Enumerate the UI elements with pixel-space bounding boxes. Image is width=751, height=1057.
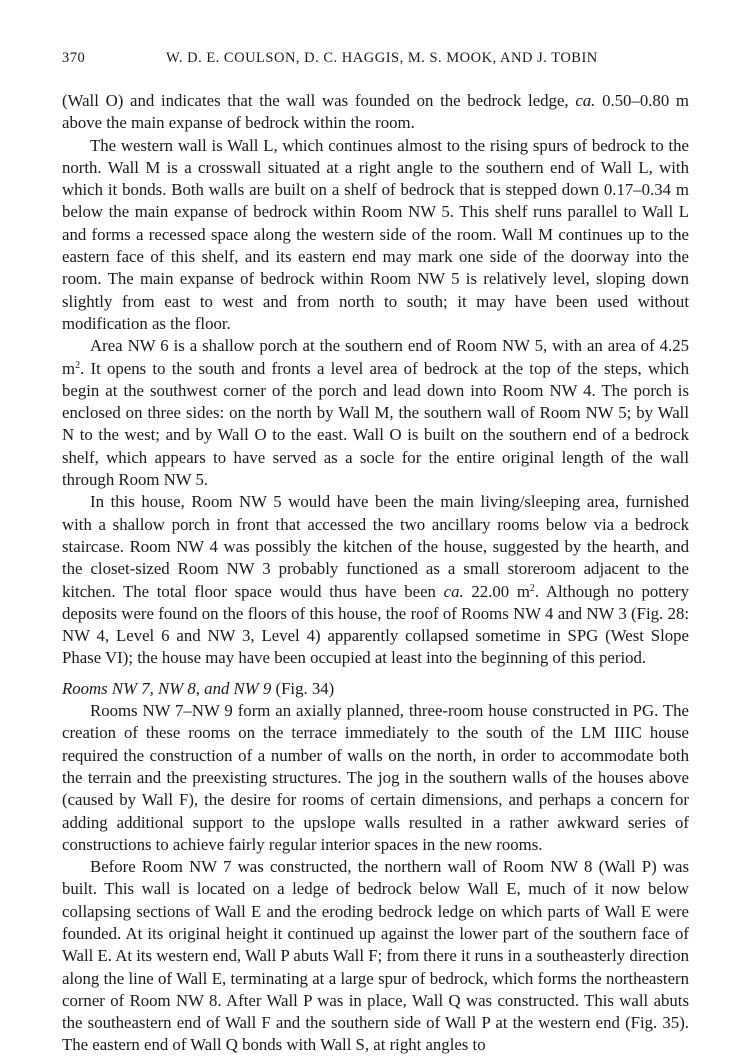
text-run: . Although no pottery deposits were found on the floors of this house, the roof of Rooms NW 4 and NW 3 (Fig. 28: NW 4, Level 6 and NW 3, Level 4) apparently collapsed sometime in SPG (West Slope Phase VI); the house may have been occupied at least into the beginning of this period.: [62, 581, 689, 668]
page-number: 370: [62, 50, 86, 66]
text-run: In this house, Room NW 5 would have been the main living/sleeping area, furnished with a shallow porch in front that accessed the two ancillary rooms below via a bedrock staircase. Room NW 4 was possibly the kitchen of the house, suggested by the hearth, and the closet-sized Room NW 3 probably functioned as a small storeroom adjacent to the kitchen. The total floor space would thus have been: [62, 492, 689, 601]
text-run: 22.00 m: [463, 581, 530, 601]
section-heading: [62, 678, 689, 700]
text-run: . It opens to the south and fronts a level area of bedrock at the top of the steps, which begin at the southwest corner of the porch and lead down into Room NW 4. The porch is enclosed on three sides: on the north by Wall M, the southern wall of Room NW 5; by Wall N to the west; and by Wall O to the east. Wall O is built on the southern end of a bedrock shelf, which appears to have served as a socle for the entire original length of the wall through Room NW 5.: [62, 358, 689, 490]
text-run: (Fig. 34): [271, 678, 335, 698]
paragraph: [62, 491, 689, 669]
text-run: Rooms NW 7–NW 9 form an axially planned, three-room house constructed in PG. The creation of these rooms on the terrace immediately to the south of the LM IIIC house required the construction of a number of walls on the north, in order to accommodate both the terrain and the preexisting structures. The jog in the southern walls of the houses above (caused by Wall F), the desire for rooms of certain dimensions, and perhaps a concern for adding additional support to the upslope walls resulted in a rather awkward series of constructions to achieve fairly regular interior spaces in the new rooms.: [62, 701, 689, 854]
text-run: Before Room NW 7 was constructed, the northern wall of Room NW 8 (Wall P) was built. This wall is located on a ledge of bedrock below Wall E, much of it now below collapsing sections of Wall E and the eroding bedrock ledge on which parts of Wall E were founded. At its original height it continued up against the lower part of the southern face of Wall E. At its western end, Wall P abuts Wall F; from there it runs in a southeasterly direction along the line of Wall E, terminating at a large spur of bedrock, which forms the northeastern corner of Room NW 8. After Wall P was in place, Wall Q was constructed. This wall abuts the southeastern end of Wall F and the southern side of Wall P at the western end (Fig. 35). The eastern end of Wall Q bonds with Wall S, at right angles to: [62, 857, 689, 1055]
superscript: 2: [529, 582, 535, 594]
running-title: W. D. E. COULSON, D. C. HAGGIS, M. S. MOOK, AND J. TOBIN: [166, 50, 598, 66]
text-run: (Wall O) and indicates that the wall was founded on the bedrock ledge,: [62, 91, 576, 110]
text-run: Area NW 6 is a shallow porch at the southern end of Room NW 5, with an area of 4.25 m: [62, 336, 689, 378]
paragraph: [62, 90, 689, 135]
paragraph: [62, 135, 689, 336]
paragraph: [62, 856, 689, 1057]
text-run: 0.50–0.80 m above the main expanse of bedrock within the room.: [62, 91, 689, 133]
superscript: 2: [75, 359, 81, 371]
body-text: [62, 90, 689, 1057]
text-run: The western wall is Wall L, which continues almost to the rising spurs of bedrock to the north. Wall M is a crosswall situated at a right angle to the southern end of Wall L, with which it bonds. Both walls are built on a shelf of bedrock that is stepped down 0.17–0.34 m below the main expanse of bedrock within Room NW 5. This shelf runs parallel to Wall L and forms a recessed space along the western side of the room. Wall M continues up to the eastern face of this shelf, and its eastern end may mark one side of the doorway into the room. The main expanse of bedrock within Room NW 5 is relatively level, sloping down slightly from east to west and from north to south; it may have been used without modification as the floor.: [62, 135, 689, 333]
paragraph: [62, 700, 689, 856]
italic-text: ca.: [443, 581, 464, 601]
running-head: [62, 50, 689, 72]
paragraph: [62, 335, 689, 491]
italic-text: ca.: [575, 91, 596, 110]
section-heading-title: Rooms NW 7, NW 8, and NW 9: [62, 678, 272, 698]
